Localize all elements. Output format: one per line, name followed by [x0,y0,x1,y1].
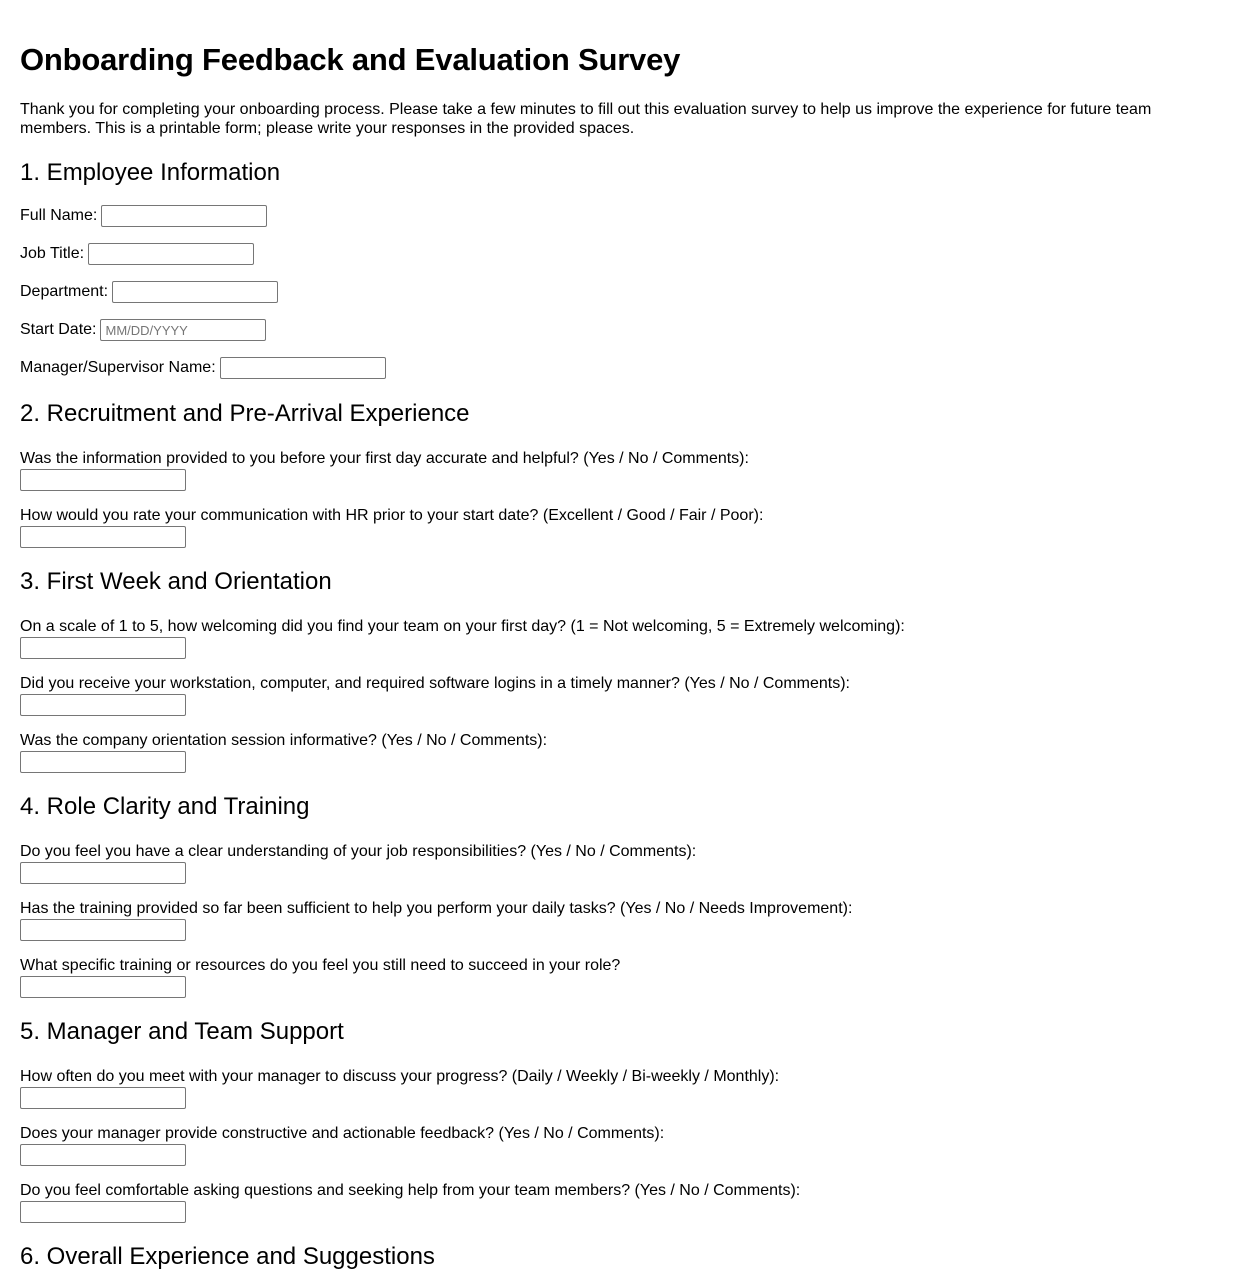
full-name-label: Full Name: [20,207,98,224]
intro-text: Thank you for completing your onboarding process. Please take a few minutes to fill out this evaluation survey to help us improve the experience for future team members. This is a printable form; please write your responses in the provided spaces. [20,101,1152,137]
question-item [20,1124,1227,1166]
question-label: Did you receive your workstation, computer, and required software logins in a timely manner? (Yes / No / Comments): [20,675,850,692]
question-label: Does your manager provide constructive and actionable feedback? (Yes / No / Comments): [20,1125,665,1142]
start-date-label: Start Date: [20,321,97,338]
answer-input[interactable] [20,469,186,491]
section-title-role-clarity: 4. Role Clarity and Training [20,793,310,820]
job-title-label: Job Title: [20,245,85,262]
question-item [20,674,1227,716]
answer-input[interactable] [20,1144,186,1166]
question-item [20,1067,1227,1109]
question-item [20,842,1227,884]
answer-input[interactable] [20,694,186,716]
section-title-overall-experience: 6. Overall Experience and Suggestions [20,1243,435,1270]
answer-input[interactable] [20,862,186,884]
section-title-first-week: 3. First Week and Orientation [20,568,332,595]
question-label: On a scale of 1 to 5, how welcoming did you find your team on your first day? (1 = Not welcoming, 5 = Extremely welcoming): [20,618,905,635]
question-item [20,449,1227,491]
answer-input[interactable] [20,526,186,548]
section-title-recruitment: 2. Recruitment and Pre-Arrival Experience [20,400,470,427]
start-date-row [20,319,1227,341]
start-date-input[interactable] [100,319,266,341]
question-label: Was the information provided to you before your first day accurate and helpful? (Yes / No / Comments): [20,450,749,467]
section-title-manager-support: 5. Manager and Team Support [20,1018,344,1045]
answer-input[interactable] [20,976,186,998]
page-title: Onboarding Feedback and Evaluation Survey [20,42,681,77]
manager-name-input[interactable] [220,357,386,379]
question-label: Do you feel comfortable asking questions and seeking help from your team members? (Yes / No / Comments): [20,1182,801,1199]
question-item [20,617,1227,659]
question-item [20,506,1227,548]
manager-name-row [20,357,1227,379]
full-name-row [20,205,1227,227]
question-label: Was the company orientation session informative? (Yes / No / Comments): [20,732,548,749]
question-label: Has the training provided so far been sufficient to help you perform your daily tasks? (Yes / No / Needs Improvement): [20,900,853,917]
question-item [20,899,1227,941]
manager-name-label: Manager/Supervisor Name: [20,359,216,376]
department-input[interactable] [112,281,278,303]
question-item [20,731,1227,773]
question-label: What specific training or resources do you feel you still need to succeed in your role? [20,957,621,974]
question-label: Do you feel you have a clear understanding of your job responsibilities? (Yes / No / Comments): [20,843,697,860]
question-item [20,956,1227,998]
answer-input[interactable] [20,637,186,659]
job-title-row [20,243,1227,265]
section-title-employee-information: 1. Employee Information [20,159,281,186]
answer-input[interactable] [20,1201,186,1223]
question-label: How would you rate your communication with HR prior to your start date? (Excellent / Good / Fair / Poor): [20,507,764,524]
department-row [20,281,1227,303]
answer-input[interactable] [20,919,186,941]
question-item [20,1181,1227,1223]
answer-input[interactable] [20,1087,186,1109]
job-title-input[interactable] [88,243,254,265]
question-label: How often do you meet with your manager to discuss your progress? (Daily / Weekly / Bi-weekly / Monthly): [20,1068,780,1085]
department-label: Department: [20,283,109,300]
answer-input[interactable] [20,751,186,773]
full-name-input[interactable] [101,205,267,227]
